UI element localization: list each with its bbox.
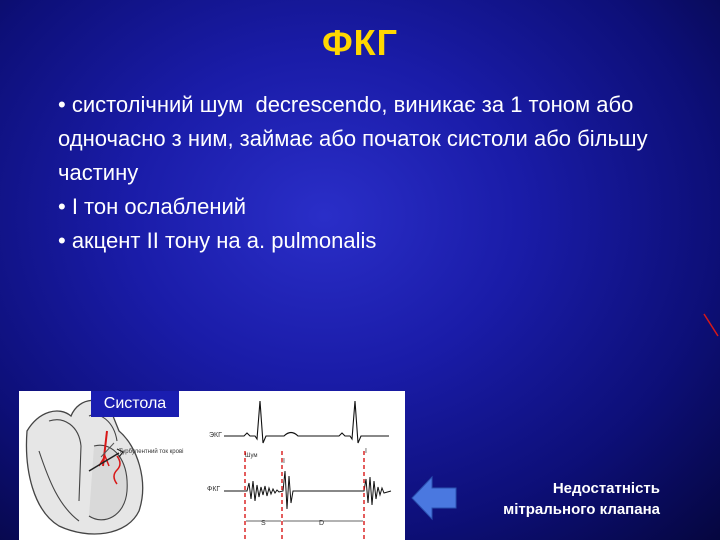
slide-title: ФКГ: [321, 22, 399, 63]
d-label: D: [319, 520, 325, 527]
systole-label: Систола: [91, 391, 179, 417]
heart-label: Турбулентний ток крові: [119, 449, 184, 455]
bullet-item: • акцент ІІ тону на a. pulmonalis: [58, 228, 377, 253]
caption: [460, 478, 660, 520]
bullet-list: [58, 88, 678, 258]
pcg-trace: [224, 471, 391, 509]
figure-drawing: [19, 391, 405, 540]
pcg-label: ФКГ: [207, 486, 221, 493]
s-label: S: [261, 520, 266, 527]
noise-label: Шум: [245, 453, 258, 459]
tone1-label: I: [365, 448, 367, 455]
ecg-label: ЭКГ: [209, 432, 222, 439]
bullet-item: • систолічний шум decrescendo, виникає за 1 тоном або одночасно з ним, займає або початок систоли або більшу частину: [58, 92, 654, 185]
arrow-left-icon: [410, 475, 458, 521]
bullet-item: • І тон ослаблений: [58, 194, 247, 219]
decorative-line: [700, 310, 720, 340]
tone2-label: II: [281, 458, 285, 465]
caption-line: Недостатність: [552, 480, 660, 497]
caption-line: мітрального клапана: [503, 501, 660, 518]
heart-diagram: [26, 400, 142, 534]
heart-pcg-figure: [19, 391, 405, 540]
ecg-trace: [224, 401, 389, 443]
